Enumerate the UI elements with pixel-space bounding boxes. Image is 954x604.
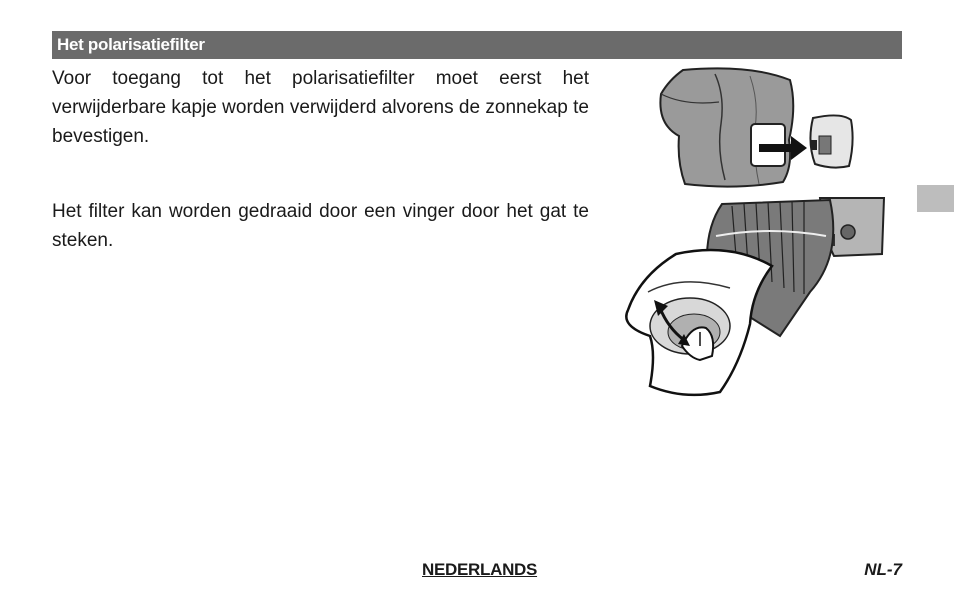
intro-paragraph: Voor toegang tot het polarisatiefilter moet eerst het verwijderbare kapje worden verwijderd alvorens de zonnekap te bevestigen. xyxy=(52,68,589,147)
filter-rotation-paragraph: Het filter kan worden gedraaid door een vinger door het gat te steken. xyxy=(52,201,589,251)
lens-hood xyxy=(626,250,772,395)
footer-language: NEDERLANDS xyxy=(422,560,538,579)
chapter-tab xyxy=(917,185,954,212)
page-number: NL-7 xyxy=(864,560,902,579)
lens-hood-filter-illustration xyxy=(620,196,888,402)
section-title: Het polarisatiefilter xyxy=(52,31,902,59)
hood-cap-illustration xyxy=(655,66,865,190)
removable-cap xyxy=(810,115,852,167)
